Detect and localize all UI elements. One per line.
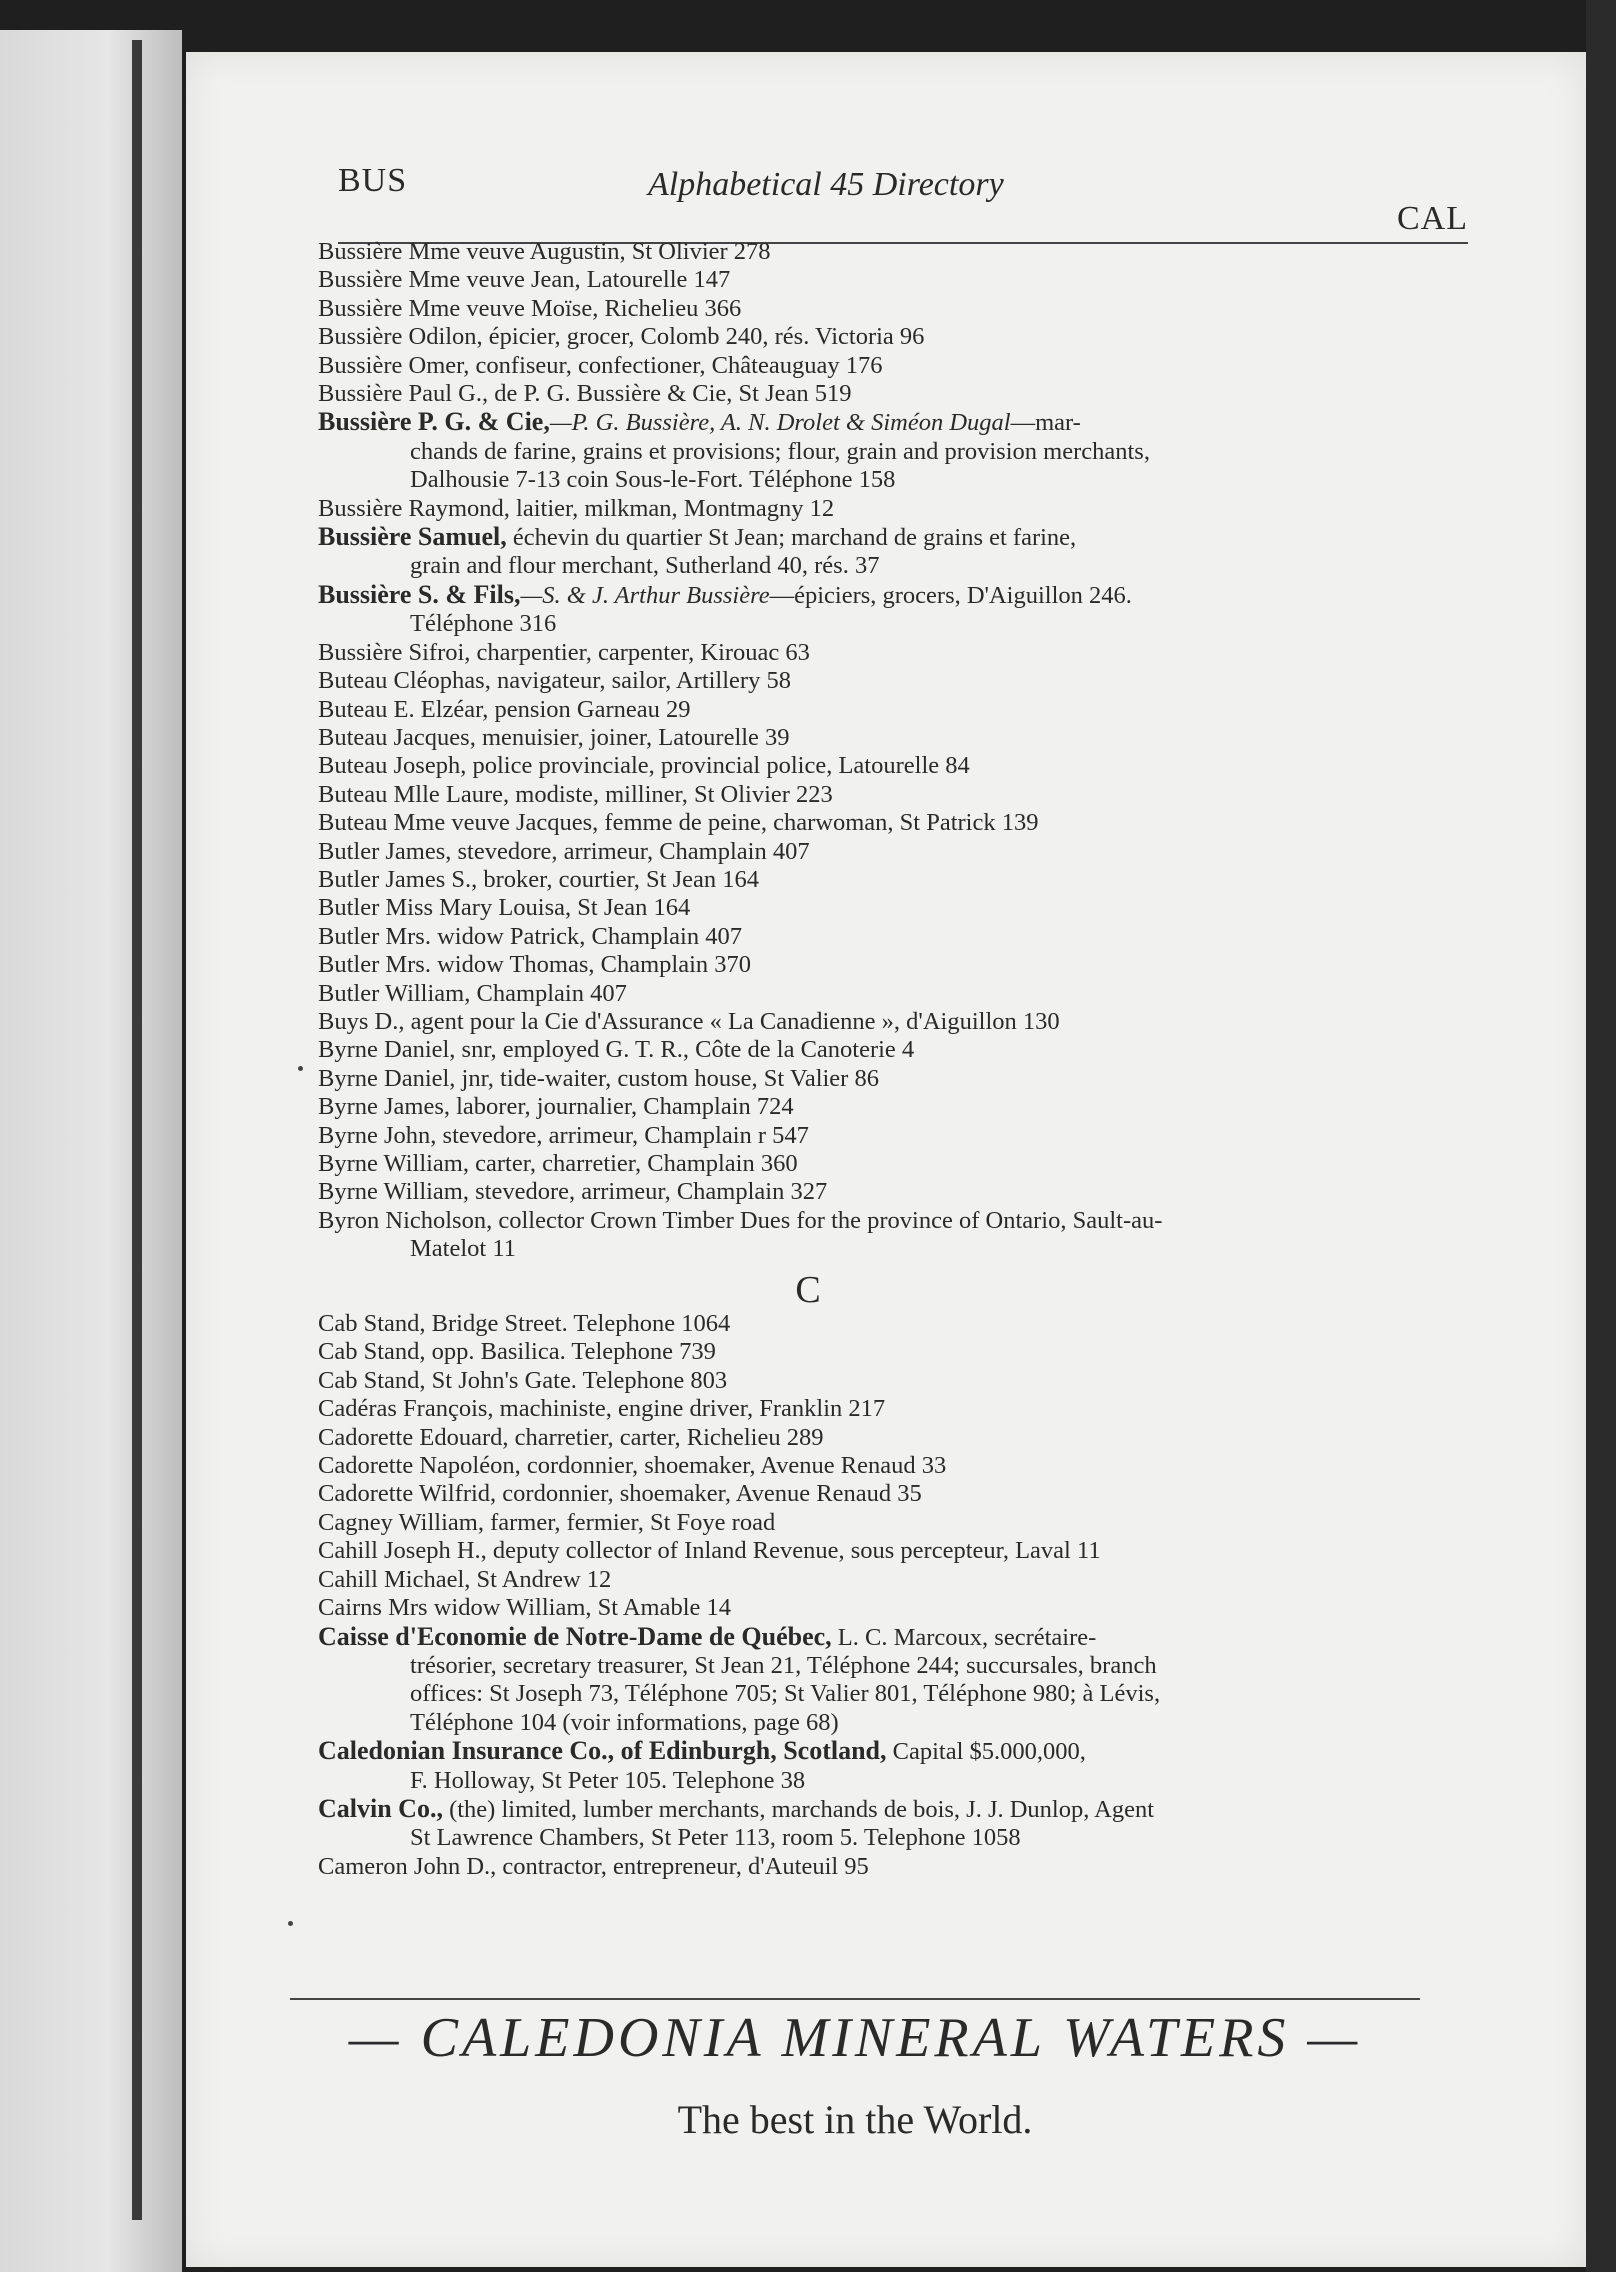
entry-details: échevin du quartier St Jean; marchand de grains et farine,	[506, 524, 1077, 552]
entry-continuation: trésorier, secretary treasurer, St Jean 21, Téléphone 244; succursales, branch	[410, 1651, 1157, 1679]
header-range-end: CAL	[1397, 200, 1468, 237]
directory-entry: Bussière Omer, confiseur, confectioner, Châteauguay 176	[318, 351, 883, 379]
directory-entry: Butler William, Champlain 407	[318, 979, 627, 1007]
directory-entry: Cameron John D., contractor, entrepreneur, d'Auteuil 95	[318, 1852, 869, 1880]
scan-border	[1586, 0, 1616, 2272]
directory-entry: Byrne John, stevedore, arrimeur, Champlain r 547	[318, 1121, 809, 1149]
directory-entry	[318, 581, 1488, 610]
directory-entry: Buteau Mlle Laure, modiste, milliner, St Olivier 223	[318, 780, 833, 808]
directory-entry: Byron Nicholson, collector Crown Timber Dues for the province of Ontario, Sault-au-	[318, 1206, 1163, 1234]
ink-speck	[288, 1921, 293, 1926]
directory-entry: Cadéras François, machiniste, engine driver, Franklin 217	[318, 1395, 886, 1423]
entry-firm-name: Bussière P. G. & Cie,	[318, 408, 550, 437]
entry-partners: —S. & J. Arthur Bussière	[520, 581, 770, 609]
directory-entry: Cab Stand, St John's Gate. Telephone 803	[318, 1366, 728, 1394]
ad-top-rule	[290, 1998, 1420, 2000]
entry-details: (the) limited, lumber merchants, marchands de bois, J. J. Dunlop, Agent	[442, 1795, 1155, 1823]
directory-entry: Butler James, stevedore, arrimeur, Champlain 407	[318, 837, 810, 865]
directory-entry: Bussière Mme veuve Augustin, St Olivier 278	[318, 238, 771, 265]
directory-listing	[318, 238, 1488, 1881]
entry-continuation: offices: St Joseph 73, Téléphone 705; St Valier 801, Téléphone 980; à Lévis,	[410, 1680, 1161, 1708]
directory-entry: Byrne Daniel, jnr, tide-waiter, custom house, St Valier 86	[318, 1064, 879, 1092]
facing-page-edge	[0, 30, 182, 2272]
directory-entry	[318, 523, 1488, 552]
directory-entry: Byrne Daniel, snr, employed G. T. R., Côte de la Canoterie 4	[318, 1036, 915, 1064]
entries-b	[318, 238, 1488, 1264]
entry-continuation: Téléphone 104 (voir informations, page 68)	[410, 1708, 839, 1736]
entry-details: —mar-	[1010, 409, 1081, 437]
directory-entry: Bussière Sifroi, charpentier, carpenter, Kirouac 63	[318, 638, 810, 666]
page-header	[338, 158, 1468, 237]
entry-firm-name: Bussière Samuel,	[318, 523, 507, 552]
directory-entry: Buteau Jacques, menuisier, joiner, Latourelle 39	[318, 723, 790, 751]
entry-continuation: Dalhousie 7-13 coin Sous-le-Fort. Téléphone 158	[410, 466, 896, 494]
entry-continuation: St Lawrence Chambers, St Peter 113, room 5. Telephone 1058	[410, 1824, 1021, 1852]
ad-tagline: The best in the World.	[677, 2097, 1033, 2142]
directory-entry: Byrne William, carter, charretier, Champlain 360	[318, 1150, 798, 1177]
directory-entry	[318, 1737, 1488, 1766]
entry-details: —épiciers, grocers, D'Aiguillon 246.	[769, 581, 1132, 609]
directory-entry: Cadorette Edouard, charretier, carter, Richelieu 289	[318, 1423, 824, 1451]
directory-entry	[318, 408, 1488, 437]
directory-entry: Cadorette Napoléon, cordonnier, shoemaker, Avenue Renaud 33	[318, 1452, 947, 1480]
entry-details: Capital $5.000,000,	[886, 1738, 1086, 1766]
advertisement	[290, 1992, 1420, 2143]
entry-firm-name: Caisse d'Economie de Notre-Dame de Québec,	[318, 1622, 832, 1651]
directory-entry	[318, 1623, 1488, 1652]
directory-entry: Cab Stand, Bridge Street. Telephone 1064	[318, 1310, 731, 1338]
directory-entry: Buteau Joseph, police provinciale, provincial police, Latourelle 84	[318, 752, 970, 780]
directory-entry: Bussière Paul G., de P. G. Bussière & Cie, St Jean 519	[318, 380, 852, 408]
directory-entry: Bussière Raymond, laitier, milkman, Montmagny 12	[318, 494, 835, 522]
entry-continuation: F. Holloway, St Peter 105. Telephone 38	[410, 1766, 806, 1794]
header-title: Alphabetical 45 Directory	[648, 166, 1004, 203]
directory-entry: Byrne James, laborer, journalier, Champlain 724	[318, 1093, 794, 1121]
directory-entry: Buteau Mme veuve Jacques, femme de peine, charwoman, St Patrick 139	[318, 809, 1039, 837]
directory-entry: Bussière Odilon, épicier, grocer, Colomb 240, rés. Victoria 96	[318, 323, 925, 351]
directory-entry: Buteau Cléophas, navigateur, sailor, Artillery 58	[318, 667, 791, 695]
directory-entry: Butler Mrs. widow Patrick, Champlain 407	[318, 922, 742, 950]
directory-entry: Cab Stand, opp. Basilica. Telephone 739	[318, 1338, 716, 1366]
directory-entry: Butler Miss Mary Louisa, St Jean 164	[318, 894, 691, 922]
directory-entry: Byrne William, stevedore, arrimeur, Champlain 327	[318, 1178, 828, 1206]
directory-entry	[318, 1795, 1488, 1824]
directory-entry: Cadorette Wilfrid, cordonnier, shoemaker, Avenue Renaud 35	[318, 1480, 922, 1508]
entry-continuation: Matelot 11	[410, 1235, 516, 1263]
section-letter: C	[795, 1268, 821, 1311]
entry-details: L. C. Marcoux, secrétaire-	[831, 1623, 1097, 1651]
entry-firm-name: Caledonian Insurance Co., of Edinburgh, Scotland,	[318, 1737, 887, 1766]
directory-entry: Buys D., agent pour la Cie d'Assurance « La Canadienne », d'Aiguillon 130	[318, 1007, 1060, 1035]
entry-firm-name: Calvin Co.,	[318, 1794, 443, 1823]
ink-speck	[298, 1066, 303, 1071]
directory-entry: Cairns Mrs widow William, St Amable 14	[318, 1594, 732, 1622]
directory-entry: Bussière Mme veuve Jean, Latourelle 147	[318, 266, 731, 294]
directory-entry: Cagney William, farmer, fermier, St Foye road	[318, 1508, 776, 1536]
directory-entry: Cahill Joseph H., deputy collector of Inland Revenue, sous percepteur, Laval 11	[318, 1537, 1101, 1565]
ad-brand: — CALEDONIA MINERAL WATERS —	[348, 2007, 1362, 2069]
entry-partners: —P. G. Bussière, A. N. Drolet & Siméon Dugal	[549, 409, 1011, 437]
directory-entry: Butler Mrs. widow Thomas, Champlain 370	[318, 951, 752, 979]
header-range-start: BUS	[338, 162, 408, 199]
directory-entry: Buteau E. Elzéar, pension Garneau 29	[318, 695, 691, 723]
binding-shadow	[132, 40, 142, 2220]
directory-entry: Butler James S., broker, courtier, St Jean 164	[318, 865, 759, 893]
directory-entry: Cahill Michael, St Andrew 12	[318, 1565, 612, 1593]
entry-continuation: grain and flour merchant, Sutherland 40, rés. 37	[410, 552, 880, 580]
entry-continuation: Téléphone 316	[410, 610, 557, 638]
entries-c	[318, 1310, 1488, 1881]
directory-entry: Bussière Mme veuve Moïse, Richelieu 366	[318, 294, 742, 322]
entry-firm-name: Bussière S. & Fils,	[318, 580, 521, 609]
entry-continuation: chands de farine, grains et provisions; flour, grain and provision merchants,	[410, 437, 1150, 465]
